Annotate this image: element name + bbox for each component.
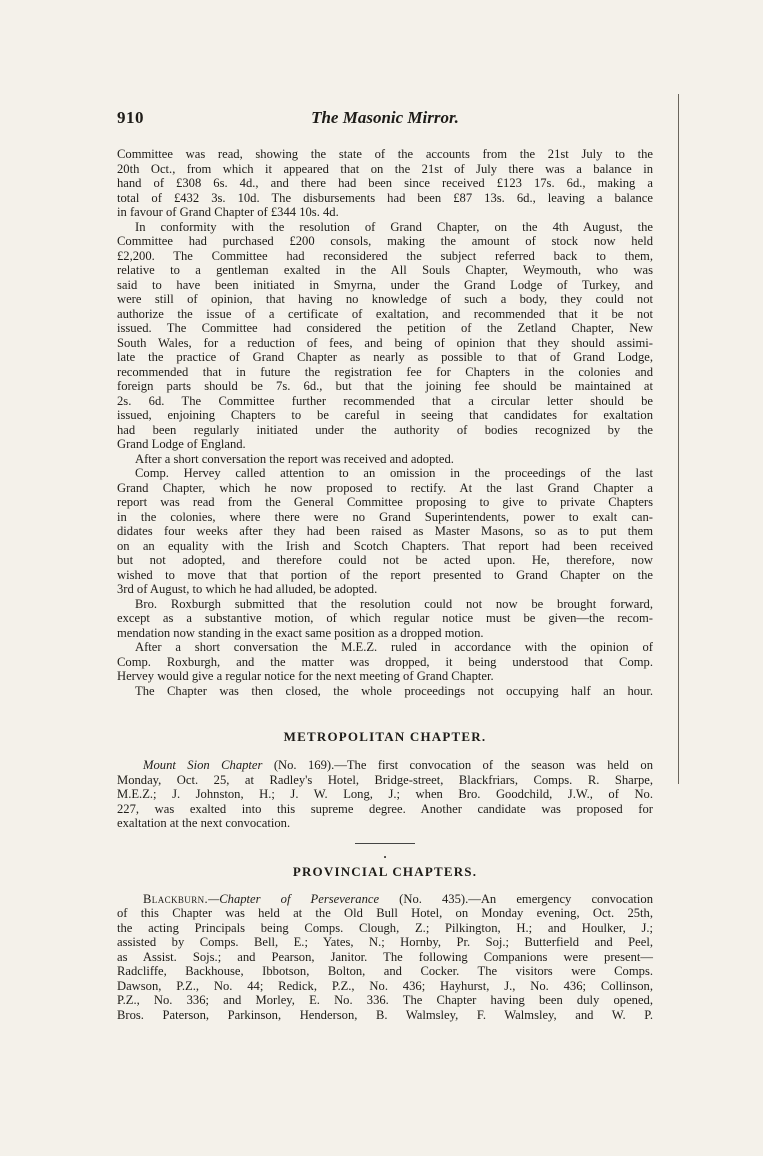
text-line: in the colonies, where there were no Grand Superintendents, power to exalt can- bbox=[117, 509, 653, 524]
text-line: except as a substantive motion, of which regular notice must be given—the recom- bbox=[117, 611, 653, 625]
closing-paragraph bbox=[117, 684, 653, 699]
text-line: Committee had purchased £200 consols, making the amount of stock now held bbox=[117, 234, 653, 248]
text-line: assisted by Comps. Bell, E.; Yates, N.; Hornby, Pr. Soj.; Butterfield and Peel, bbox=[117, 935, 653, 949]
chapter-name: —Chapter of Perseverance bbox=[208, 891, 380, 906]
chapter-name: Mount Sion Chapter bbox=[143, 758, 263, 772]
text-line: 3rd of August, to which he had alluded, be adopted. bbox=[117, 582, 378, 596]
conformity-paragraph bbox=[117, 220, 653, 452]
text-fragment: (No. 169).—The first convocation of the season was held on bbox=[262, 758, 653, 772]
text-line: issued. The Committee had considered the petition of the Zetland Chapter, New bbox=[117, 321, 653, 335]
margin-rule bbox=[678, 94, 679, 784]
text-line: The Chapter was then closed, the whole proceedings not occupying half an hour. bbox=[135, 683, 653, 698]
running-title: The Masonic Mirror. bbox=[311, 108, 459, 127]
place-name: Blackburn. bbox=[143, 891, 209, 906]
text-line: In conformity with the resolution of Grand Chapter, on the 4th August, the bbox=[135, 219, 653, 234]
text-line: £2,200. The Committee had reconsidered the subject referred back to them, bbox=[117, 248, 653, 263]
metropolitan-paragraph bbox=[117, 758, 653, 831]
text-line: had been regularly initiated under the authority of bodies recognized by the bbox=[117, 422, 653, 437]
text-column bbox=[117, 147, 653, 1022]
text-line: said to have been initiated in Smyrna, under the Grand Lodge of Turkey, and bbox=[117, 277, 653, 292]
text-fragment: (No. 435).—An emergency convocation bbox=[379, 891, 653, 906]
text-line: 2s. 6d. The Committee further recommended that a circular letter should be bbox=[117, 393, 653, 408]
provincial-paragraph bbox=[117, 892, 653, 1023]
text-line: as Assist. Sojs.; and Pearson, Janitor. The following Companions were present— bbox=[117, 949, 653, 964]
text-line: exaltation at the next convocation. bbox=[117, 816, 291, 830]
ruling-paragraph bbox=[117, 640, 653, 684]
text-line: recommended that in future the registration fee for Chapters in the colonies and bbox=[117, 364, 653, 379]
text-line: Bros. Paterson, Parkinson, Henderson, B. Walmsley, F. Walmsley, and W. P. bbox=[117, 1007, 653, 1022]
text-line: Hervey would give a regular notice for the next meeting of Grand Chapter. bbox=[117, 669, 494, 683]
adopted-paragraph bbox=[117, 452, 653, 467]
text-line: authorize the issue of a certificate of exaltation, and recommended that it be not bbox=[117, 306, 653, 321]
text-line: but not adopted, and therefore could not be acted upon. He, therefore, now bbox=[117, 553, 653, 567]
text-line: relative to a gentleman exalted in the All Souls Chapter, Weymouth, who was bbox=[117, 263, 653, 277]
text-line: South Wales, for a reduction of fees, and being of opinion that they should assimi- bbox=[117, 335, 653, 350]
text-line: Monday, Oct. 25, at Radley's Hotel, Bridge-street, Blackfriars, Comps. R. Sharpe, bbox=[117, 772, 653, 787]
text-line: total of £432 3s. 10d. The disbursements had been £87 13s. 6d., leaving a balance bbox=[117, 190, 653, 205]
text-line: in favour of Grand Chapter of £344 10s. 4d. bbox=[117, 205, 339, 219]
text-line: report was read from the General Committee proposing to give to private Chapters bbox=[117, 495, 653, 509]
roxburgh-paragraph bbox=[117, 597, 653, 641]
text-line: 227, was exalted into this supreme degree. Another candidate was proposed for bbox=[117, 801, 653, 816]
section-divider bbox=[355, 843, 415, 844]
text-line: M.E.Z.; J. Johnston, H.; J. W. Long, J.; when Bro. Goodchild, J.W., of No. bbox=[117, 787, 653, 801]
text-line: mendation now standing in the exact same position as a dropped motion. bbox=[117, 625, 484, 640]
text-line: hand of £308 6s. 4d., and there had been since received £123 17s. 6d., making a bbox=[117, 176, 653, 190]
text-line: After a short conversation the report was received and adopted. bbox=[135, 451, 454, 466]
text-line: 20th Oct., from which it appeared that on the 21st of July there was a balance in bbox=[117, 161, 653, 176]
text-line: of this Chapter was held at the Old Bull Hotel, on Monday evening, Oct. 25th, bbox=[117, 906, 653, 920]
text-line: Comp. Hervey called attention to an omission in the proceedings of the last bbox=[135, 466, 653, 480]
text-line: Committee was read, showing the state of the accounts from the 21st July to the bbox=[117, 147, 653, 161]
hervey-paragraph bbox=[117, 466, 653, 597]
text-line: the acting Principals being Comps. Clough, Z.; Pilkington, H.; and Houlker, J.; bbox=[117, 920, 653, 935]
spacer bbox=[117, 698, 653, 729]
text-line: Grand Lodge of England. bbox=[117, 437, 246, 451]
text-line: didates four weeks after they had been raised as Master Masons, so as to put them bbox=[117, 524, 653, 538]
text-line: wished to move that that portion of the report presented to Grand Chapter on the bbox=[117, 567, 653, 582]
text-line: After a short conversation the M.E.Z. ruled in accordance with the opinion of bbox=[135, 640, 653, 654]
metropolitan-heading: METROPOLITAN CHAPTER. bbox=[283, 729, 487, 744]
page-header bbox=[117, 108, 653, 130]
text-line: Radcliffe, Backhouse, Ibbotson, Bolton, and Cocker. The visitors were Comps. bbox=[117, 964, 653, 978]
text-line: were still of opinion, that having no knowledge of such a body, they could not bbox=[117, 292, 653, 306]
text-line: late the practice of Grand Chapter as nearly as possible to that of Grand Lodge, bbox=[117, 350, 653, 364]
text-line bbox=[117, 892, 653, 907]
text-line: on an equality with the Irish and Scotch Chapters. That report had been received bbox=[117, 538, 653, 553]
page-number: 910 bbox=[117, 108, 144, 127]
text-line: Bro. Roxburgh submitted that the resolution could not now be brought forward, bbox=[135, 596, 653, 611]
divider-dot: • bbox=[383, 852, 387, 862]
text-line bbox=[117, 758, 653, 773]
text-line: Comp. Roxburgh, and the matter was dropped, it being understood that Comp. bbox=[117, 654, 653, 669]
text-line: issued, enjoining Chapters to be careful in seeing that candidates for exaltation bbox=[117, 408, 653, 422]
report-paragraph bbox=[117, 147, 653, 220]
text-line: Grand Chapter, which he now proposed to rectify. At the last Grand Chapter a bbox=[117, 480, 653, 495]
text-line: foreign parts should be 7s. 6d., but that the joining fee should be maintained at bbox=[117, 379, 653, 393]
text-line: Dawson, P.Z., No. 44; Redick, P.Z., No. 436; Hayhurst, J., No. 436; Collinson, bbox=[117, 978, 653, 993]
provincial-heading: PROVINCIAL CHAPTERS. bbox=[292, 863, 478, 879]
text-line: P.Z., No. 336; and Morley, E. No. 336. The Chapter having been duly opened, bbox=[117, 993, 653, 1007]
